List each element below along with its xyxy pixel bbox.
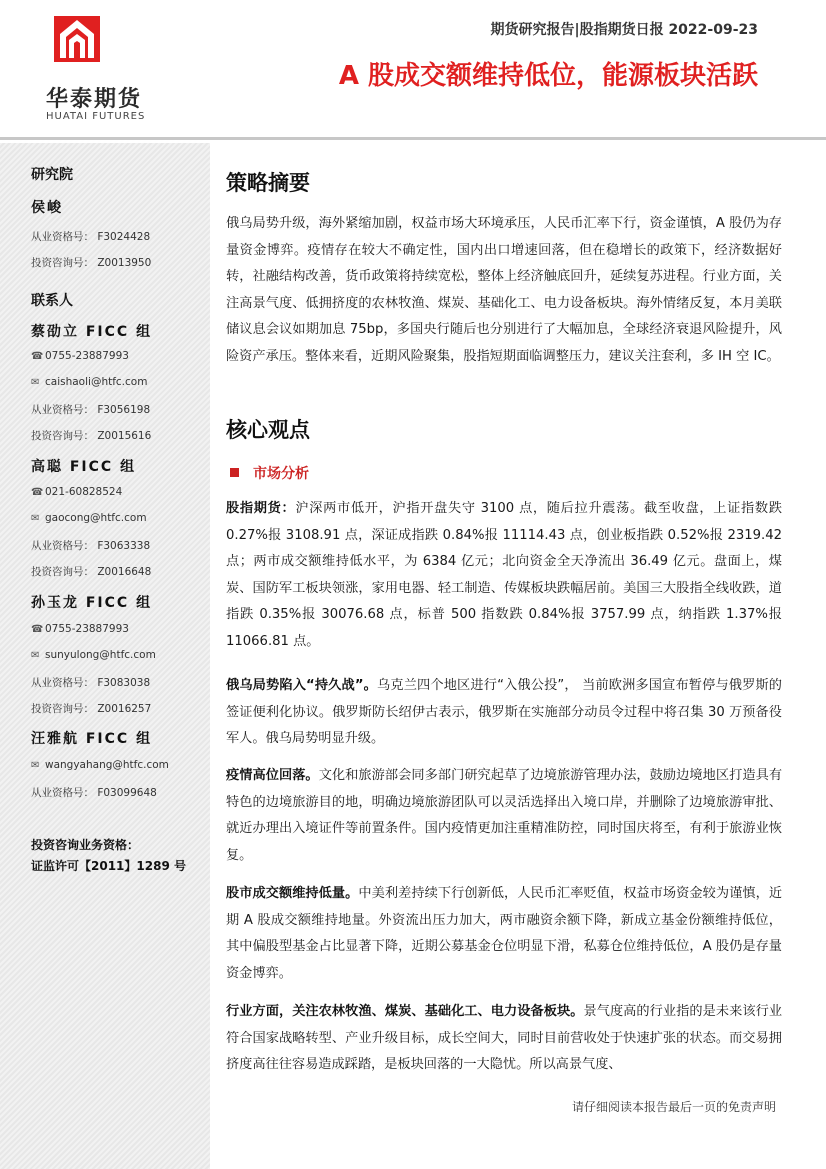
- author-qual-cert: 从业资格号： F3024428: [31, 231, 151, 243]
- logo-name-cn: 华泰期货: [46, 87, 143, 112]
- paragraph: 疫情高位回落。文化和旅游部会同多部门研究起草了边境旅游管理办法，鼓励边境地区打造具有特色的边境旅游目的地，明确边境旅游团队可以灵活选择出入境口岸，并删除了边境旅游审批、就近办理出入境证件等前置条件。国内疫情更加注重精准防控，同时国庆将至，有利于旅游业恢复。: [226, 768, 783, 863]
- author-name: 侯峻: [31, 200, 63, 216]
- huatai-logo-icon: [54, 16, 100, 62]
- phone-icon: ☎: [31, 487, 44, 498]
- institute-label: 研究院: [31, 167, 73, 183]
- summary-text: 俄乌局势升级，海外紧缩加剧，权益市场大环境承压，人民币汇率下行，资金谨慎，A 股仍为存量资金博弈。疫情存在较大不确定性，国内出口增速回落，但在稳增长的政策下，经济数据好转，社融结构改善，货币政策将持续宽松，整体上经济触底回升，延续复苏进程。行业方面，关注高景气度、低拥挤度的农林牧渔、煤炭、基础化工、电力设备板块。海外情绪反复，本月美联储议息会议如期加息 75bp，多国央行随后也分别进行了大幅加息，全球经济衰退风险提升，风险资产承压。整体来看，近期风险聚集，股指短期面临调整压力，建议关注套利，多 IH 空 IC。: [226, 216, 782, 364]
- contacts-label: 联系人: [31, 293, 73, 309]
- contact-email[interactable]: ✉ gaocong@htfc.com: [31, 512, 147, 524]
- email-icon: ✉: [31, 377, 40, 388]
- contact-phone: ☎ 0755-23887993: [31, 350, 129, 362]
- phone-icon: ☎: [31, 624, 44, 635]
- logo-name-en: HUATAI FUTURES: [46, 111, 146, 122]
- author-advisory-cert: 投资咨询号： Z0013950: [31, 257, 152, 269]
- report-meta: 期货研究报告|股指期货日报 2022-09-23: [490, 22, 758, 38]
- report-title: A 股成交额维持低位，能源板块活跃: [338, 61, 758, 91]
- email-icon: ✉: [31, 513, 40, 524]
- contact-advisory-cert: 投资咨询号： Z0016257: [31, 703, 152, 715]
- contact-advisory-cert: 投资咨询号： Z0015616: [31, 430, 152, 442]
- contact-email[interactable]: ✉ sunyulong@htfc.com: [31, 649, 156, 661]
- email-icon: ✉: [31, 760, 40, 771]
- contact-name: 高聪 FICC 组: [31, 459, 137, 475]
- paragraph: 俄乌局势陷入“持久战”。乌克兰四个地区进行“入俄公投”， 当前欧洲多国宣布暂停与俄罗斯的签证便利化协议。俄罗斯防长绍伊古表示，俄罗斯在实施部分动员令过程中将召集 30 万预备役军人。俄乌局势明显升级。: [226, 678, 782, 746]
- bullet-square-icon: [230, 468, 239, 477]
- license-number: 证监许可【2011】1289 号: [31, 859, 186, 873]
- contact-phone: ☎ 0755-23887993: [31, 623, 129, 635]
- summary-heading: 策略摘要: [226, 171, 310, 195]
- paragraph: 股指期货：沪深两市低开，沪指开盘失守 3100 点，随后拉升震荡。截至收盘，上证指数跌 0.27%报 3108.91 点，深证成指跌 0.84%报 11114.43 点，创业板指跌 0.52%报 2319.42 点；两市成交额维持低水平，为 6384 亿元；北向资金全天净流出 36.49 亿元。盘面上，煤炭、国防军工板块领涨，家用电器、轻工制造、传媒板块跌幅居前。美国三大股指全线收跌，道指跌 0.35%报 30076.68 点，标普 500 指数跌 0.84%报 3757.99 点，纳指跌 1.37%报 11066.81 点。: [226, 501, 782, 649]
- contact-phone: ☎ 021-60828524: [31, 486, 123, 498]
- contact-advisory-cert: 投资咨询号： Z0016648: [31, 566, 152, 578]
- paragraph: 行业方面，关注农林牧渔、煤炭、基础化工、电力设备板块。景气度高的行业指的是未来该行业符合国家战略转型、产业升级目标，成长空间大，同时目前营收处于快速扩张的状态。而交易拥挤度高往往容易造成踩踏，是板块回落的一大隐忧。所以高景气度、: [226, 1004, 783, 1072]
- report-header: [0, 0, 826, 140]
- phone-icon: ☎: [31, 351, 44, 362]
- paragraph: 股市成交额维持低量。中美利差持续下行创新低，人民币汇率贬值，权益市场资金较为谨慎，近期 A 股成交额维持地量。外资流出压力加大，两市融资余额下降，新成立基金份额维持低位，其中偏股型基金占比显著下降，近期公募基金仓位明显下滑，私募仓位维持低位，A 股仍是存量资金博弈。: [226, 886, 783, 981]
- core-heading: 核心观点: [226, 418, 310, 442]
- email-icon: ✉: [31, 650, 40, 661]
- contact-qual-cert: 从业资格号： F3063338: [31, 540, 151, 552]
- contact-name: 汪雅航 FICC 组: [31, 731, 153, 747]
- market-analysis-label: 市场分析: [230, 463, 309, 483]
- contact-email[interactable]: ✉ wangyahang@htfc.com: [31, 759, 169, 771]
- contact-qual-cert: 从业资格号： F03099648: [31, 787, 157, 799]
- contact-name: 孙玉龙 FICC 组: [31, 595, 153, 611]
- license-label: 投资咨询业务资格：: [31, 838, 140, 852]
- author-sidebar: [0, 143, 210, 1169]
- contact-email[interactable]: ✉ caishaoli@htfc.com: [31, 376, 148, 388]
- contact-name: 蔡劭立 FICC 组: [31, 324, 153, 340]
- company-logo: [46, 16, 146, 122]
- contact-qual-cert: 从业资格号： F3083038: [31, 677, 151, 689]
- disclaimer-note: 请仔细阅读本报告最后一页的免责声明: [571, 1100, 776, 1114]
- contact-qual-cert: 从业资格号： F3056198: [31, 404, 151, 416]
